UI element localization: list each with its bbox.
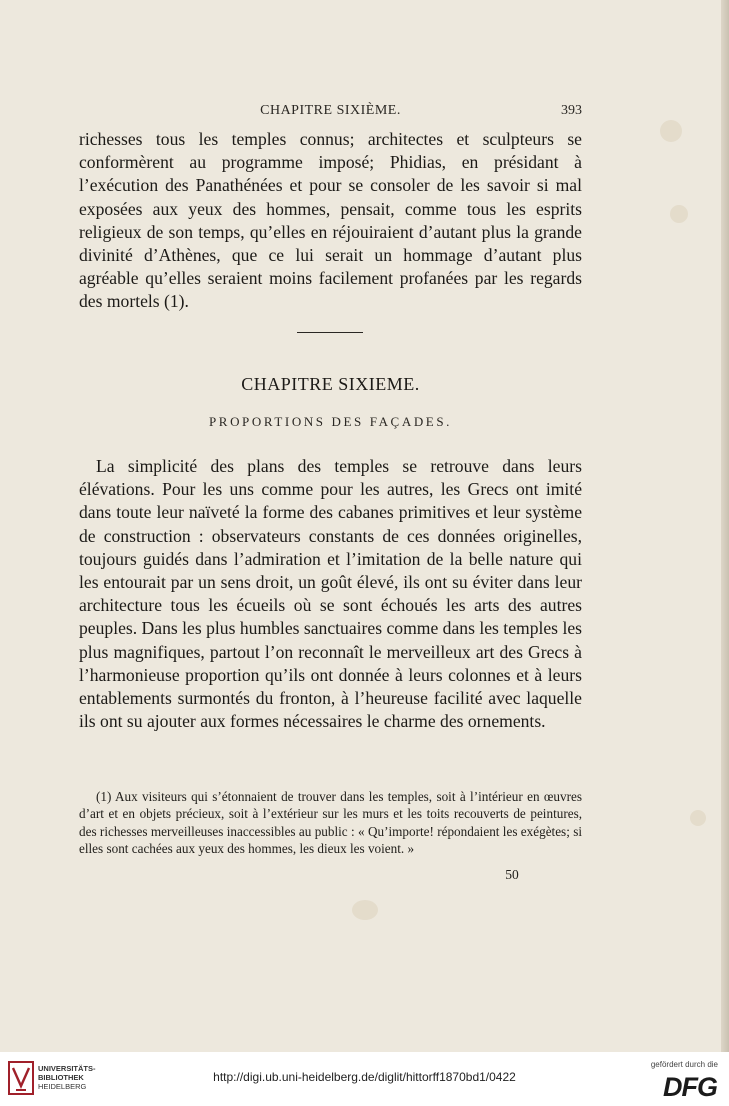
- running-head-title: CHAPITRE SIXIÈME.: [260, 103, 401, 118]
- footer-bar: [0, 1052, 729, 1106]
- paragraph-continued: richesses tous les temples connus; architectes et sculpteurs se conformèrent au programme imposé; Phidias, en présidant à l’exécution des Panathénées et pour se consoler de les savoir si mal exposées aux yeux des hommes, pensait, comme tous les esprits religieux de son temps, qu’elles en réjouiraient d’autant plus la grande divinité d’Athènes, que ce lui serait un hommage d’autant plus agréable qu’elles seraient moins facilement profanées par les regards des mortels (1).: [79, 129, 582, 312]
- paper-stain: [352, 900, 378, 920]
- paper-stain: [690, 810, 706, 826]
- library-name-line: BIBLIOTHEK: [38, 1073, 84, 1082]
- funding-caption: gefördert durch die: [650, 1060, 718, 1069]
- paper-stain: [660, 120, 682, 142]
- permalink-url[interactable]: http://digi.ub.uni-heidelberg.de/diglit/hittorff1870bd1/0422: [213, 1070, 516, 1084]
- chapter-heading: CHAPITRE SIXIEME.: [241, 374, 420, 394]
- paragraph-body: La simplicité des plans des temples se retrouve dans leurs élévations. Pour les uns comme pour les autres, les Grecs ont imité dans toute leur naïveté la forme des cabanes primitives et leur système de construction : observateurs constants de ces données originelles, toujours guidés dans l’admiration et l’imitation de la belle nature qui les entourait par un sens droit, un goût élevé, ils ont su éviter dans leur architecture tous les écueils où se sont échoués les arts des autres peuples. Dans les plus humbles sanctuaires comme dans les temples les plus magnifiques, partout l’on reconnaît le merveilleux art des Grecs à l’harmonieuse proportion qu’ils ont donnée à leurs colonnes et à leurs entablements surmontés du fronton, à l’heureuse facilité avec laquelle ils ont su ajouter aux formes nécessaires le charme des ornements.: [79, 456, 582, 732]
- library-name-line: HEIDELBERG: [38, 1082, 87, 1091]
- footnote: (1) Aux visiteurs qui s’étonnaient de trouver dans les temples, soit à l’intérieur en œuvres d’art et en objets précieux, soit à l’extérieur sur les murs et les toits recouverts de peintures, des richesses merveilleuses inaccessibles au public : « Qu’importe! répondaient les exégètes; si elles sont cachées aux yeux des hommes, les dieux les voient. »: [79, 789, 582, 856]
- page-edge-shadow: [721, 0, 729, 1052]
- dfg-logo: DFG: [663, 1072, 717, 1102]
- page-number: 393: [561, 103, 582, 118]
- signature-mark: 50: [505, 867, 519, 882]
- section-divider: [297, 332, 363, 333]
- library-name-line: UNIVERSITÄTS-: [38, 1064, 96, 1073]
- running-head: [79, 103, 582, 123]
- section-heading: PROPORTIONS DES FAÇADES.: [208, 414, 453, 429]
- paper-stain: [670, 205, 688, 223]
